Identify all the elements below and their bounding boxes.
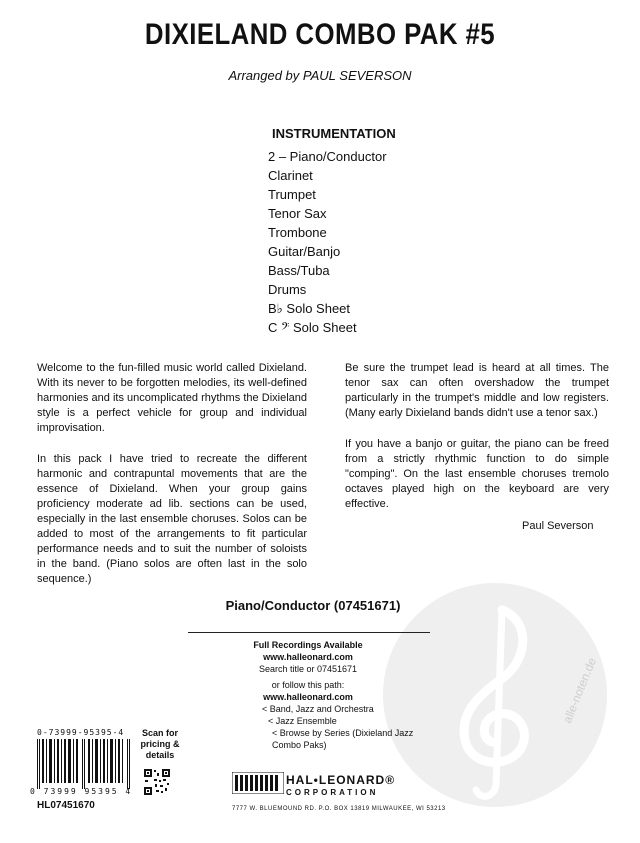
upc-number: 0-73999-95395-4 [37,728,125,737]
part-title: Piano/Conductor (07451671) [225,598,401,613]
barcode-digits: 0 73999 95395 4 [30,787,133,796]
recordings-path-3: < Browse by Series (Dixieland Jazz Combo Paks) [272,728,414,750]
hal-leonard-logo-icon [232,772,284,794]
recordings-heading: Full Recordings Available [253,640,363,650]
recordings-path-2: < Jazz Ensemble [268,716,337,726]
page-title: DIXIELAND COMBO PAK #5 [144,18,496,51]
scan-label: Scan for pricing & details [140,728,180,760]
notes-right-column [345,361,609,528]
instrument-item: C 𝄢 Solo Sheet [268,320,357,335]
instrument-item: B♭ Solo Sheet [268,301,351,316]
notes-paragraph: Be sure the trumpet lead is heard at all times. The tenor sax can often overshadow the trumpet particularly in the trumpet's middle and low registers. (Many early Dixieland bands didn't use a tenor sax.) [345,362,609,419]
barcode [37,739,131,789]
sku-code: HL07451670 [37,800,95,811]
instrumentation-heading: INSTRUMENTATION [272,126,396,141]
publisher-name: HAL•LEONARD® [286,773,396,787]
notes-paragraph: Welcome to the fun-filled music world called Dixieland. With its never to be forgotten melodies, its well-defined harmonies and its uncomplicated rhythms the Dixieland style is a perfect vehicle for group and individual improvisation. [37,362,307,434]
publisher-address: 7777 W. BLUEMOUND RD. P.O. BOX 13819 MILWAUKEE, WI 53213 [232,806,446,812]
publisher-corp: CORPORATION [286,788,379,797]
instrument-item: Guitar/Banjo [268,244,341,259]
instrument-item: Tenor Sax [268,206,327,221]
recordings-follow: or follow this path: [271,680,345,690]
arranger-credit: Arranged by PAUL SEVERSON [228,68,412,83]
instrument-item: Bass/Tuba [268,263,330,278]
recordings-block [188,639,428,751]
instrument-item: 2 – Piano/Conductor [268,149,387,164]
recordings-path-1: < Band, Jazz and Orchestra [262,704,374,714]
instrument-item: Trombone [268,225,327,240]
recordings-url-2[interactable]: www.halleonard.com [263,692,353,702]
instrument-item: Clarinet [268,168,313,183]
qr-code-icon[interactable] [144,769,170,795]
divider [188,632,430,633]
notes-left-column [37,361,307,603]
notes-paragraph: If you have a banjo or guitar, the piano can be freed from a strictly rhythmic function to do simple "comping". On the last ensemble choruses tremolo octaves played high on the keyboard are very effective. [345,438,609,510]
signature: Paul Severson [522,520,594,532]
watermark-text: alle-noten.de [560,655,599,726]
recordings-search: Search title or 07451671 [258,664,358,674]
notes-paragraph: In this pack I have tried to recreate the different harmonic and contrapuntal movements that are the essence of Dixieland. When your group gains proficiency moderate ad lib. sections can be used, especially in the last ensemble choruses. Solos can be added to most of the arrangements to fit particular performance needs and to suit the number of soloists in the band. (Piano solos are often last in the solo sequence.) [37,453,307,585]
instrument-item: Trumpet [268,187,316,202]
instrument-item: Drums [268,282,307,297]
recordings-url[interactable]: www.halleonard.com [263,652,353,662]
instrumentation-list [268,147,387,337]
